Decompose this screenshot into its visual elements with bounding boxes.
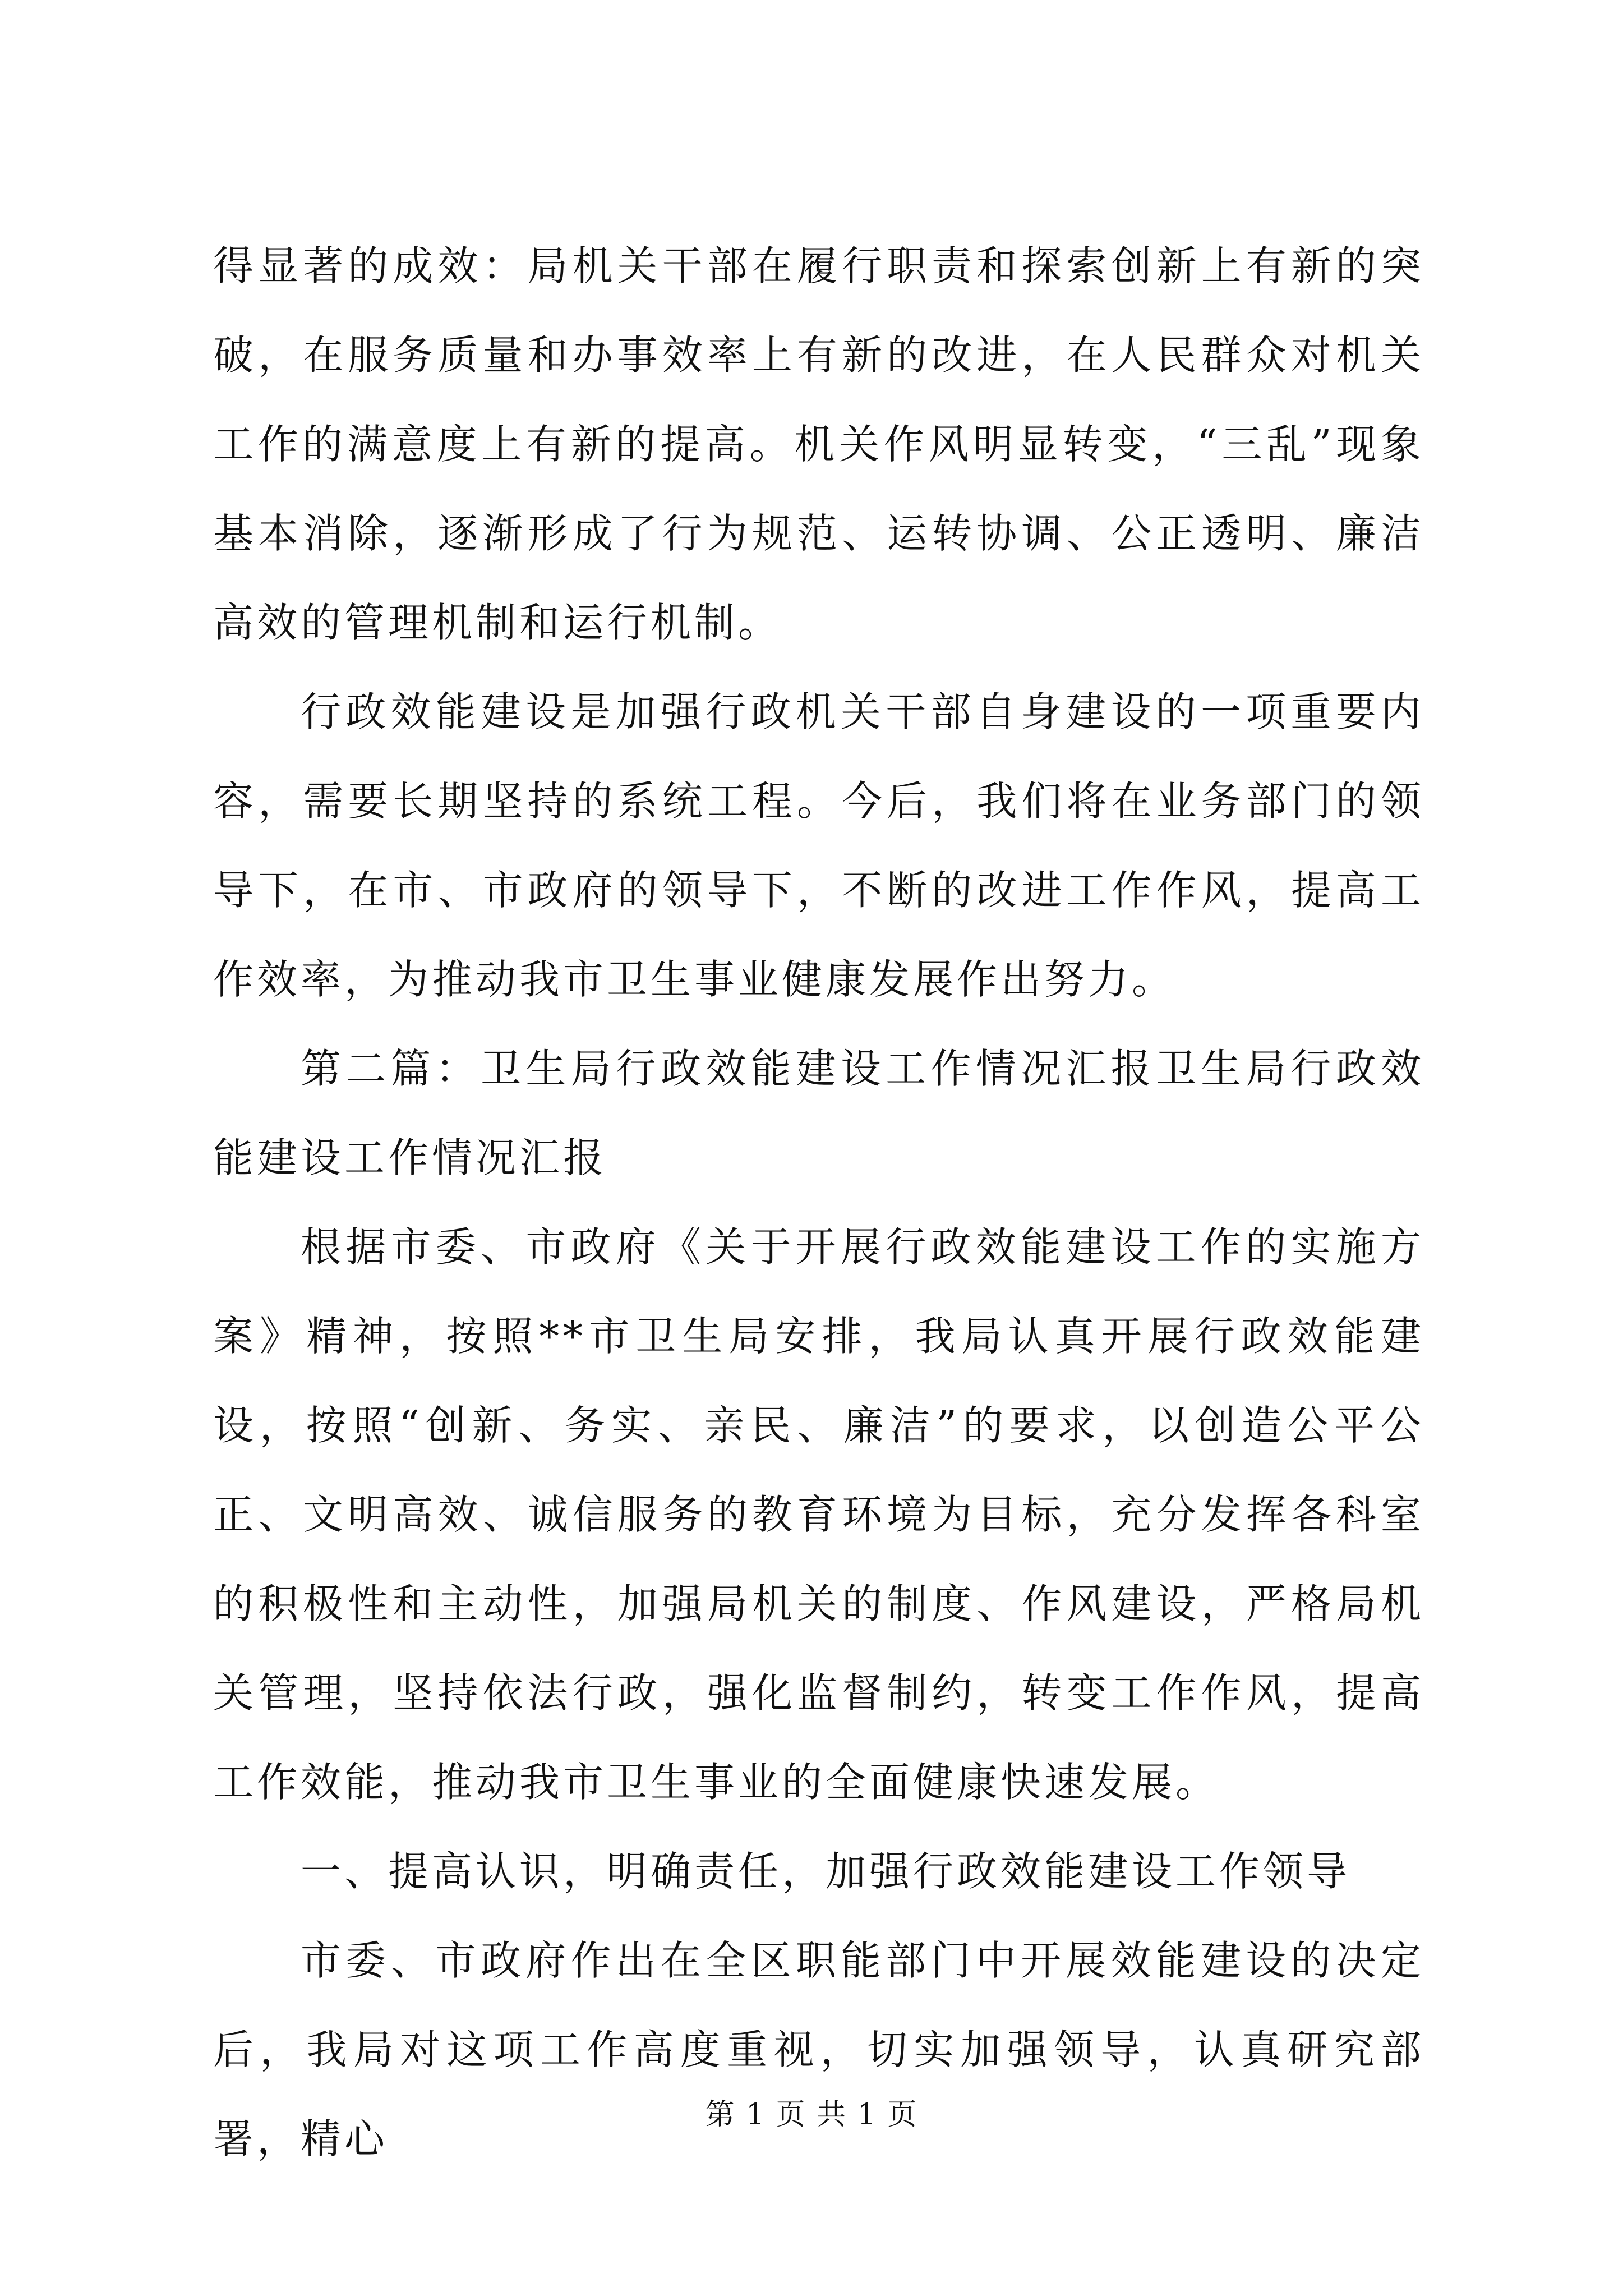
paragraph-4: 根据市委、市政府《关于开展行政效能建设工作的实施方案》精神，按照**市卫生局安排，我局认真开展行政效能建设，按照“创新、务实、亲民、廉洁”的要求，以创造公平公正、文明高效、诚信服务的教育环境为目标，充分发挥各科室的积极性和主动性，加强局机关的制度、作风建设，严格局机关管理，坚持依法行政，强化监督制约，转变工作作风，提高工作效能，推动我市卫生事业的全面健康快速发展。: [213, 1223, 1424, 1806]
paragraph-5-section-heading: 一、提高认识，明确责任，加强行政效能建设工作领导: [301, 1848, 1351, 1895]
document-body: [213, 222, 1424, 2184]
paragraph-2: 行政效能建设是加强行政机关干部自身建设的一项重要内容，需要长期坚持的系统工程。今后，我们将在业务部门的领导下，在市、市政府的领导下，不断的改进工作作风，提高工作效率，为推动我市卫生事业健康发展作出努力。: [213, 688, 1424, 1003]
paragraph-6: 市委、市政府作出在全区职能部门中开展效能建设的决定后，我局对这项工作高度重视，切实加强领导，认真研究部署，精心: [213, 1937, 1424, 2162]
page-footer: 第 1 页 共 1 页: [705, 2098, 918, 2132]
paragraph-1: 得显著的成效：局机关干部在履行职责和探索创新上有新的突破，在服务质量和办事效率上有新的改进，在人民群众对机关工作的满意度上有新的提高。机关作风明显转变，“三乱”现象基本消除，逐渐形成了行为规范、运转协调、公正透明、廉洁高效的管理机制和运行机制。: [213, 242, 1424, 646]
paragraph-3-heading: 第二篇：卫生局行政效能建设工作情况汇报卫生局行政效能建设工作情况汇报: [213, 1045, 1424, 1181]
